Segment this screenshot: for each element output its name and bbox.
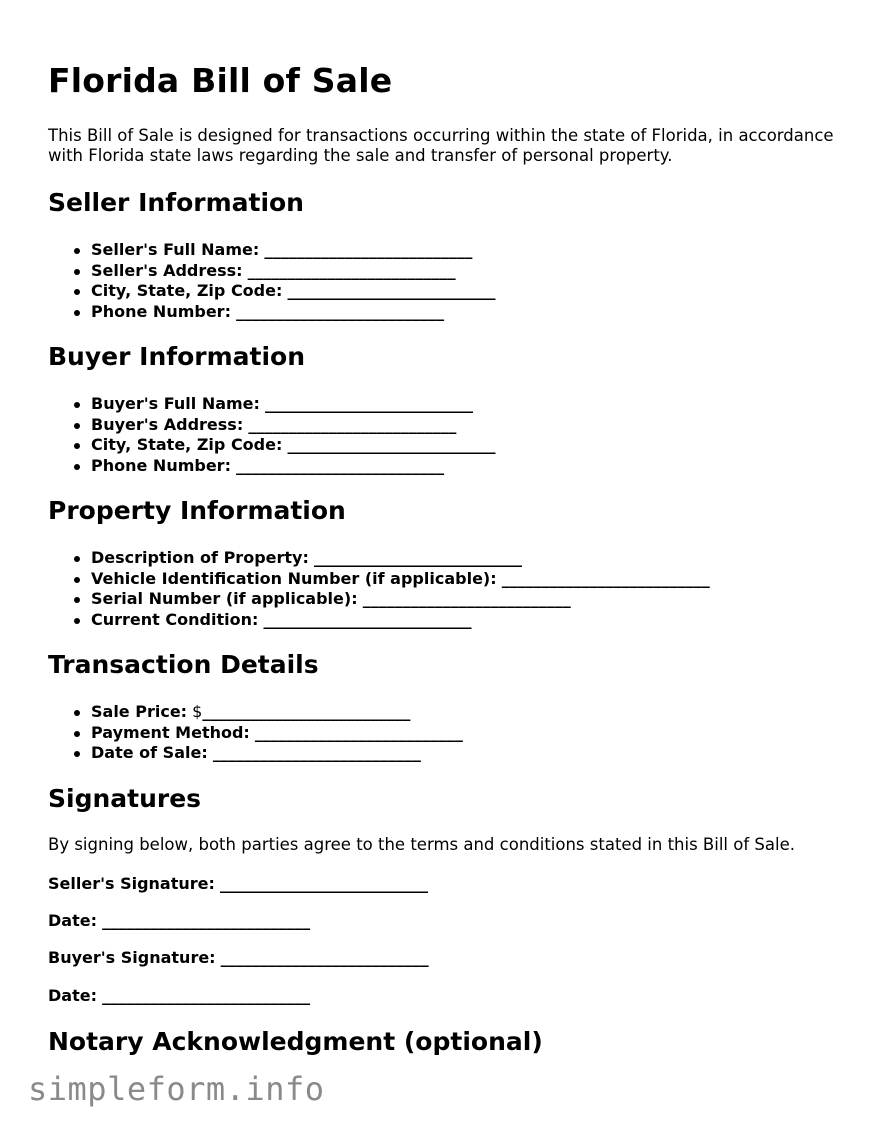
- blank-line[interactable]: __________________________: [102, 911, 311, 930]
- blank-line[interactable]: __________________________: [236, 455, 445, 475]
- list-item: [91, 415, 495, 436]
- list-item: [91, 610, 710, 631]
- buyer-field-list: [48, 394, 495, 476]
- blank-line[interactable]: __________________________: [102, 986, 311, 1005]
- blank-line[interactable]: __________________________: [287, 435, 496, 455]
- page-title: Florida Bill of Sale: [48, 61, 393, 100]
- field-label: Date of Sale:: [91, 743, 208, 763]
- field-label: Description of Property:: [91, 548, 309, 567]
- field-label: Payment Method:: [91, 722, 250, 742]
- list-item: [91, 569, 710, 590]
- field-label: Current Condition:: [91, 609, 259, 629]
- seller-signature-line: [48, 874, 428, 893]
- property-section-heading: Property Information: [48, 496, 346, 525]
- field-label: Vehicle Identification Number (if applicable):: [91, 568, 497, 588]
- blank-line[interactable]: __________________________: [501, 568, 710, 588]
- blank-line[interactable]: __________________________: [236, 301, 445, 321]
- list-item: [91, 589, 710, 610]
- field-label: Buyer's Address:: [91, 414, 244, 434]
- list-item: [91, 723, 463, 744]
- list-item: [91, 435, 495, 456]
- field-label: Seller's Signature:: [48, 874, 215, 893]
- list-item: [91, 302, 495, 323]
- field-label: Sale Price:: [91, 702, 188, 721]
- watermark: simpleform.info: [28, 1070, 325, 1108]
- field-label: City, State, Zip Code:: [91, 281, 283, 301]
- list-item: [91, 548, 710, 569]
- list-item: [91, 261, 495, 282]
- field-label: Serial Number (if applicable):: [91, 589, 358, 609]
- signatures-section-heading: Signatures: [48, 784, 202, 813]
- field-label: Seller's Address:: [91, 260, 243, 280]
- blank-line[interactable]: __________________________: [287, 281, 496, 301]
- field-label: Buyer's Signature:: [48, 948, 216, 967]
- list-item: [91, 240, 495, 261]
- seller-date-line: [48, 911, 310, 930]
- currency-symbol: $: [192, 702, 203, 721]
- list-item: [91, 456, 495, 477]
- list-item: [91, 394, 495, 415]
- field-label: Phone Number:: [91, 455, 231, 475]
- seller-field-list: [48, 240, 495, 322]
- transaction-section-heading: Transaction Details: [48, 650, 319, 679]
- property-field-list: [48, 548, 710, 630]
- field-label: Phone Number:: [91, 301, 231, 321]
- seller-section-heading: Seller Information: [48, 188, 304, 217]
- field-label: City, State, Zip Code:: [91, 435, 283, 455]
- blank-line[interactable]: __________________________: [247, 260, 456, 280]
- blank-line[interactable]: __________________________: [254, 722, 463, 742]
- list-item: [91, 743, 463, 764]
- buyer-signature-line: [48, 948, 429, 967]
- blank-line[interactable]: __________________________: [264, 240, 473, 259]
- buyer-section-heading: Buyer Information: [48, 342, 306, 371]
- transaction-field-list: [48, 702, 463, 764]
- signatures-note: By signing below, both parties agree to the terms and conditions stated in this Bill of Sale.: [48, 835, 795, 854]
- blank-line[interactable]: __________________________: [265, 394, 474, 413]
- list-item: [91, 281, 495, 302]
- field-label: Seller's Full Name:: [91, 240, 260, 259]
- blank-line[interactable]: __________________________: [220, 948, 429, 967]
- notary-section-heading: Notary Acknowledgment (optional): [48, 1027, 543, 1056]
- field-label: Date:: [48, 986, 97, 1005]
- field-label: Buyer's Full Name:: [91, 394, 260, 413]
- buyer-date-line: [48, 986, 310, 1005]
- field-label: Date:: [48, 911, 97, 930]
- blank-line[interactable]: __________________________: [220, 874, 428, 893]
- intro-paragraph: This Bill of Sale is designed for transactions occurring within the state of Florida, in accordance with Florida state laws regarding the sale and transfer of personal property.: [48, 126, 834, 165]
- blank-line[interactable]: __________________________: [248, 414, 457, 434]
- blank-line[interactable]: __________________________: [202, 702, 411, 721]
- blank-line[interactable]: __________________________: [263, 609, 472, 629]
- blank-line[interactable]: __________________________: [212, 743, 421, 763]
- blank-line[interactable]: __________________________: [313, 548, 522, 567]
- blank-line[interactable]: __________________________: [362, 589, 571, 609]
- list-item: [91, 702, 463, 723]
